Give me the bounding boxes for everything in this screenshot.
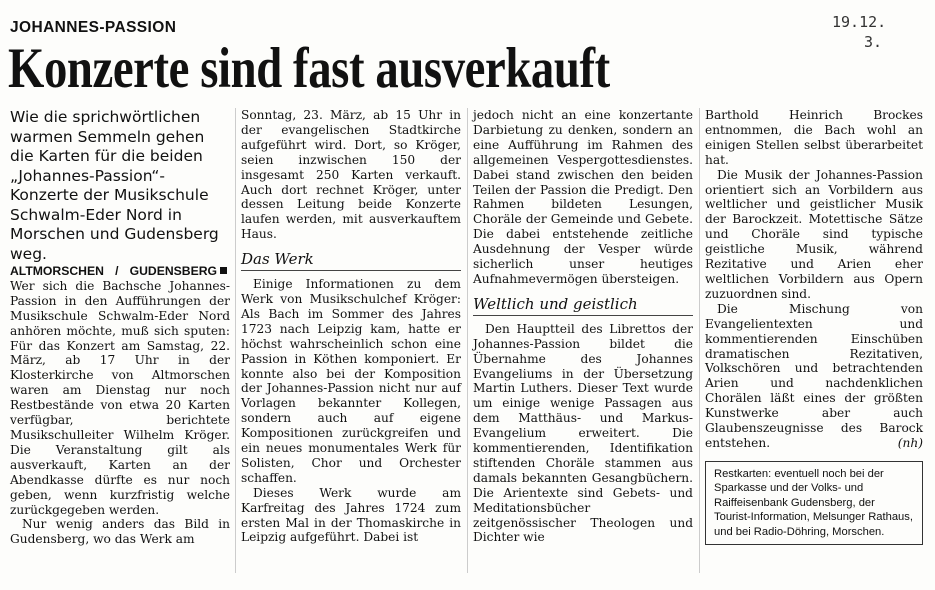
body-text: Wer sich die Bachsche Johannes-Passion in den Aufführungen der Musikschule Schwalm-Eder Nord anhören möchte, muß sich sputen: Für das Konzert am Samstag, 22. März, ab 17 Uhr in der Klosterkirche von Altmorschen waren am Dienstag nur noch Restbestände von etwa 20 Karten verfügbar, berichtete Musikschulleiter Wilhelm Kröger. Die Veranstaltung gilt als ausverkauft, Karten an der Abendkasse dürfte es nur noch geben, wenn kurzfristig welche zurückgegeben werden.: [10, 278, 230, 517]
column-divider: [699, 108, 700, 573]
body-paragraph: Einige Informationen zu dem Werk von Musikschulchef Kröger: Als Bach im Sommer des Jahres 1723 nach Leipzig kam, hatte er höchst wahrscheinlich schon eine Passion in Köthen komponiert. Er konnte also bei der Komposition der Johannes-Passion nicht nur auf Vorlagen bekannter Kollegen, sondern auch auf eigene Kompositionen zurückgreifen und ein neues monumentales Werk für Solisten, Chor und Orchester schaffen.: [241, 277, 461, 485]
body-paragraph: Die Musik der Johannes-Passion orientiert sich an Vorbildern aus weltlicher und geistlicher Musik der Barockzeit. Motettische Sätze und Choräle sind typische geistliche Musik, während Rezitative und Arien eher weltlichen Vorbildern aus Opern zuzuordnen sind.: [705, 167, 923, 301]
body-paragraph: [705, 302, 923, 451]
article-column-1: [10, 108, 230, 547]
body-paragraph: [10, 264, 230, 517]
dateline: ALTMORSCHEN / GUDENSBERG: [10, 264, 217, 278]
subheading: Das Werk: [241, 252, 461, 271]
handwritten-line-2: 3.: [864, 33, 883, 51]
lead-paragraph: Wie die sprichwörtlichen warmen Semmeln gehen die Karten für die beiden „Johannes-Passion“-Konzerte der Musikschule Schwalm-Eder Nord in Morschen und Gudensberg weg.: [10, 108, 219, 263]
subheading: Weltlich und geistlich: [473, 297, 693, 316]
handwritten-line-1: 19.12.: [832, 13, 887, 31]
article-column-4: [705, 108, 923, 545]
body-paragraph: Nur wenig anders das Bild in Gudensberg, wo das Werk am: [10, 517, 230, 547]
handwritten-date-note: [832, 12, 922, 52]
ticket-info-box: Restkarten: eventuell noch bei der Sparkasse und der Volks- und Raiffeisenbank Gudensberg, der Tourist-Information, Melsunger Rathaus, und bei Radio-Döhring, Morschen.: [705, 461, 923, 546]
body-paragraph: Sonntag, 23. März, ab 15 Uhr in der evangelischen Stadtkirche aufgeführt wird. Dort, so Kröger, seien inzwischen 150 der insgesamt 250 Karten verkauft. Auch dort rechnet Kröger, unter dessen Leitung beide Konzerte laufen werden, mit ausverkauftem Haus.: [241, 108, 461, 242]
article-column-3: [473, 108, 693, 545]
article-column-2: [241, 108, 461, 545]
body-paragraph: Dieses Werk wurde am Karfreitag des Jahres 1724 zum ersten Mal in der Thomaskirche in Leipzig aufgeführt. Dabei ist: [241, 485, 461, 545]
column-divider: [235, 108, 236, 573]
column-divider: [467, 108, 468, 573]
kicker-topic: JOHANNES-PASSION: [10, 19, 177, 36]
body-paragraph: jedoch nicht an eine konzertante Darbietung zu denken, sondern an eine Aufführung im Rahmen des allgemeinen Vespergottesdienstes. Dabei stand zwischen den beiden Teilen der Passion die Predigt. Den Rahmen bildeten Lesungen, Choräle der Gemeinde und Gebete. Die dabei entstehende zeitliche Ausdehnung der Vesper würde sicherlich unser heutiges Aufnahmevermögen übersteigen.: [473, 108, 693, 286]
body-text: Die Mischung von Evangelientexten und kommentierenden Einschüben dramatischen Rezitativen, Volkschören und betrachtenden Arien und nachdenklichen Chorälen läßt eines der größten Kunstwerke aber auch Glaubenszeugnisse des Barock entstehen.: [705, 301, 923, 450]
bullet-square-icon: [220, 267, 227, 274]
body-paragraph: Den Hauptteil des Librettos der Johannes-Passion bildet die Übernahme des Johannes Evangeliums in der Übersetzung Martin Luthers. Dieser Text wurde um einige wenige Passagen aus dem Matthäus- und Markus-Evangelium erweitert. Die kommentierenden, Identifikation stiftenden Choräle stammen aus damals bekannten Gesangbüchern. Die Arientexte sind Gebets- und Meditationsbücher zeitgenössischer Theologen und Dichter wie: [473, 321, 693, 545]
headline: Konzerte sind fast ausverkauft: [8, 37, 610, 100]
author-signature: (nh): [897, 435, 923, 450]
body-paragraph: Barthold Heinrich Brockes entnommen, die Bach wohl an einigen Stellen selbst überarbeitet hat.: [705, 108, 923, 167]
